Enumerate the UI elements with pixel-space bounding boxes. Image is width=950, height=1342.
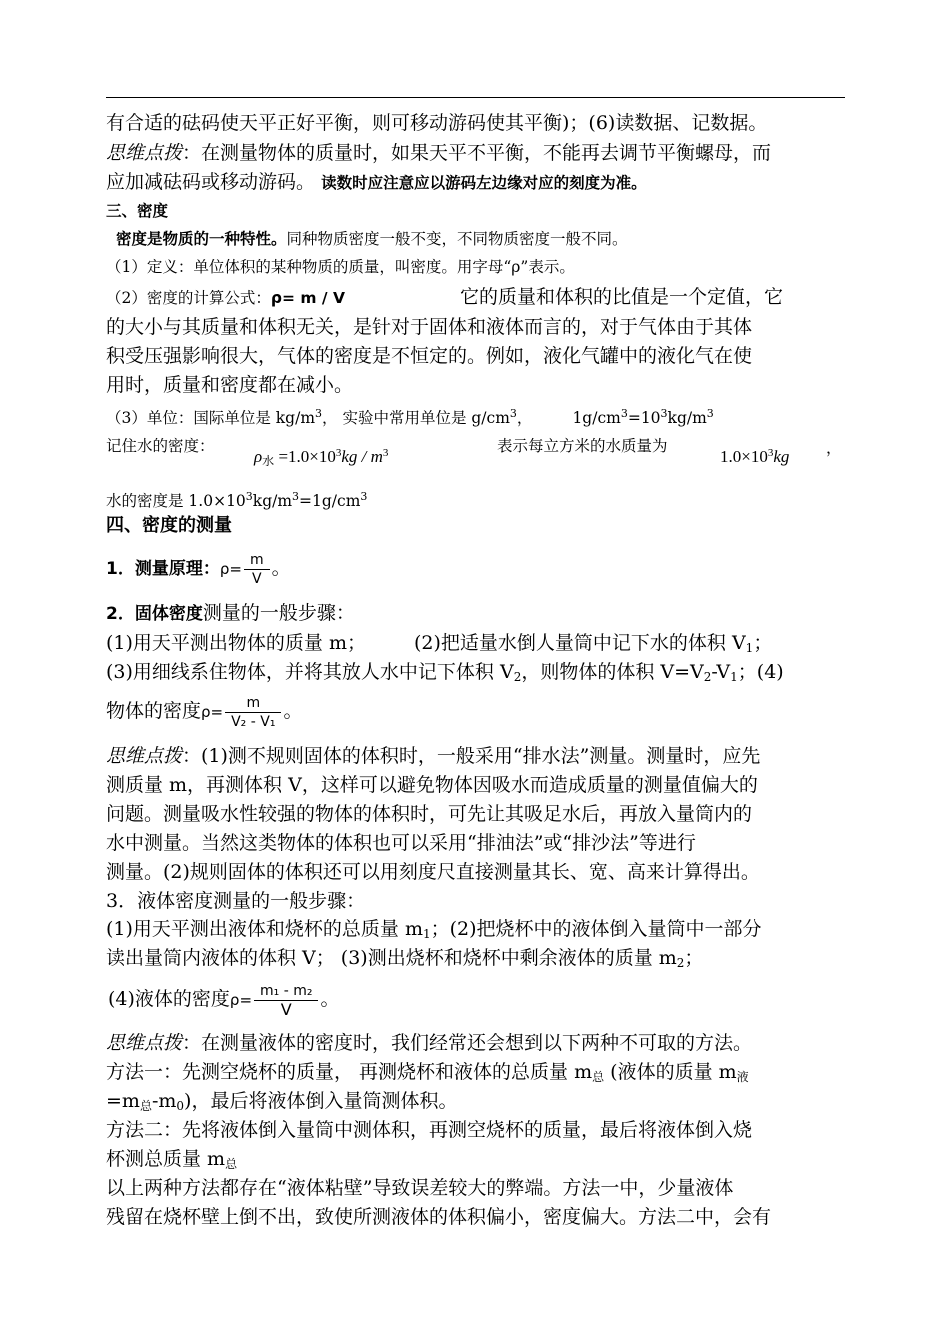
text-line: $=m_总-m_0$)，最后将液体倒入量筒测体积。 bbox=[106, 1090, 458, 1113]
text-line: 的大小与其质量和体积无关，是针对于固体和液体而言的，对于气体由于其体 bbox=[106, 316, 753, 338]
text-line: 问题。测量吸水性较强的物体的体积时，可先让其吸足水后，再放入量筒内的 bbox=[106, 803, 753, 825]
tip-label: 思维点拨 bbox=[106, 142, 183, 164]
solid-density-line: 物体的密度ρ= $\frac{m}{\text{V₂ - V₁}}$ 。 bbox=[106, 694, 303, 730]
water-density-formula: $\rho_水 =1.0\times 10^3kg / m^3$ bbox=[254, 447, 389, 468]
text-line: (3)用细线系住物体，并将其放人水中记下体积 $V_2$，则物体的体积 $V=V_2-V_1$；(4) bbox=[106, 661, 784, 684]
water-mass-formula: $1.0\times 10^3kg$ bbox=[720, 447, 790, 466]
fraction-m-over-v: $\frac{m}{V}$ bbox=[244, 551, 270, 588]
text-line: 读出量筒内液体的体积 V； (3)测出烧杯和烧杯中剩余液体的质量 $m_2$； bbox=[106, 947, 704, 970]
text-line: 2．固体密度测量的一般步骤： bbox=[106, 602, 355, 624]
text-line: (1)用天平测出物体的质量 m； (2)把适量水倒人量筒中记下水的体积 $V_1$； bbox=[106, 632, 773, 655]
text-line: 测量。(2)规则固体的体积还可以用刻度尺直接测量其长、宽、高来计算得出。 bbox=[106, 861, 760, 883]
text-line: 测质量 m，再测体积 V，这样可以避免物体因吸水而造成质量的测量值偏大的 bbox=[106, 774, 758, 796]
text-line: 思维点拨：在测量物体的质量时，如果天平不平衡，不能再去调节平衡螺母，而 bbox=[106, 142, 772, 164]
text-line: 水中测量。当然这类物体的体积也可以采用“排油法”或“排沙法”等进行 bbox=[106, 832, 696, 854]
text-line: 方法二：先将液体倒入量筒中测体积，再测空烧杯的质量，最后将液体倒入烧 bbox=[106, 1119, 753, 1141]
text-line: 有合适的砝码使天平正好平衡，则可移动游码使其平衡)；(6)读数据、记数据。 bbox=[106, 112, 768, 134]
density-formula: ρ= m / V bbox=[270, 289, 345, 307]
text-line: 积受压强影响很大，气体的密度是不恒定的。例如，液化气罐中的液化气在使 bbox=[106, 345, 753, 367]
fraction-m-over-v2-v1: $\frac{m}{\text{V₂ - V₁}}$ bbox=[225, 694, 281, 731]
section-heading: 三、密度 bbox=[106, 202, 169, 220]
units-line: （3）单位：国际单位是 $kg/m^3$， 实验中常用单位是 $g/cm^3$， $1g/cm^3=10^3kg/m^3$ bbox=[106, 407, 714, 427]
liquid-density-line: (4)液体的密度ρ= $\frac{\text{m₁ - m₂}}{V}$ 。 bbox=[108, 982, 340, 1019]
text-line: 残留在烧杯壁上倒不出，致使所测液体的体积偏小，密度偏大。方法二中，会有 bbox=[106, 1206, 772, 1228]
text-line: 水的密度是 $1.0\times 10^3kg/m^3=1g/cm^3$ bbox=[106, 490, 368, 510]
text-line: （2）密度的计算公式：ρ= m / V 它的质量和体积的比值是一个定值，它 bbox=[106, 286, 783, 308]
section-heading: 四、密度的测量 bbox=[106, 515, 232, 536]
bold-note: 读数时应注意应以游码左边缘对应的刻度为准。 bbox=[321, 174, 647, 192]
header-rule bbox=[106, 97, 845, 98]
definition-line: （1）定义：单位体积的某种物质的质量，叫密度。用字母“ρ”表示。 bbox=[106, 258, 575, 276]
fraction-m1-m2-over-v: $\frac{\text{m₁ - m₂}}{V}$ bbox=[254, 982, 318, 1019]
text-line: 思维点拨：(1)测不规则固体的体积时，一般采用“排水法”测量。测量时，应先 bbox=[106, 745, 761, 767]
water-density-line: 记住水的密度： $\rho_水 =1.0\times 10^3kg / m^3$ 表示每立方米的水质量为 $1.0\times 10^3kg$ ， bbox=[106, 433, 215, 459]
tip-label: 思维点拨 bbox=[106, 745, 183, 767]
text-line: 杯测总质量 $m_总$ bbox=[106, 1148, 238, 1171]
tip-label: 思维点拨 bbox=[106, 1032, 183, 1054]
text-line: (1)用天平测出液体和烧杯的总质量 $m_1$；(2)把烧杯中的液体倒入量筒中一部分 bbox=[106, 918, 762, 941]
text-line: 应加减砝码或移动游码。 读数时应注意应以游码左边缘对应的刻度为准。 bbox=[106, 171, 647, 193]
text-line: 思维点拨：在测量液体的密度时，我们经常还会想到以下两种不可取的方法。 bbox=[106, 1032, 753, 1054]
text-line: 以上两种方法都存在“液体粘壁”导致误差较大的弊端。方法一中，少量液体 bbox=[106, 1177, 734, 1199]
text-line: 方法一：先测空烧杯的质量， 再测烧杯和液体的总质量 $m_总$ (液体的质量 $m_液$ bbox=[106, 1061, 749, 1084]
text-line: 密度是物质的一种特性。同种物质密度一般不变，不同物质密度一般不同。 bbox=[116, 230, 628, 248]
text-line: 3．液体密度测量的一般步骤： bbox=[106, 890, 366, 912]
principle-line: 1．测量原理：ρ= $\frac{m}{V}$ 。 bbox=[106, 551, 291, 587]
text-line: 用时，质量和密度都在减小。 bbox=[106, 374, 354, 396]
